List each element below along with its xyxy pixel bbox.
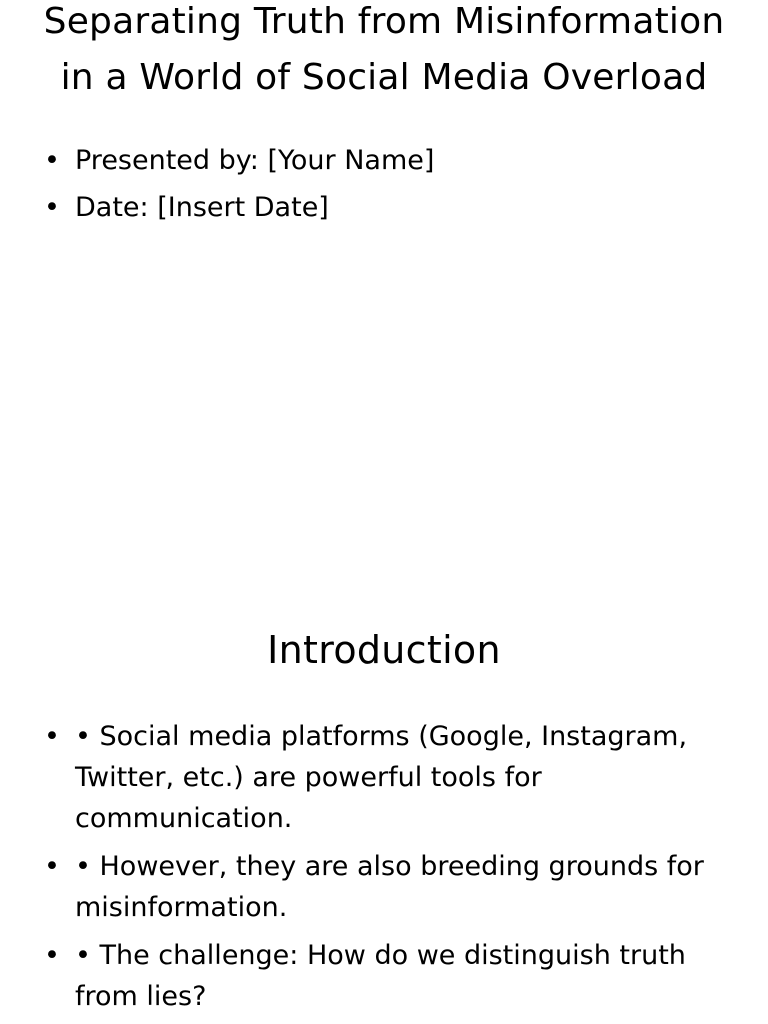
bullet-text-date: Date: [Insert Date] [75,192,329,223]
bullet-text-presenter: Presented by: [Your Name] [75,145,435,176]
bullet-icon: • [44,851,60,882]
bullet-text: • The challenge: How do we distinguish truth from lies? [75,940,686,1012]
list-item [44,846,734,928]
list-item [44,716,734,839]
slide-title-bullets [44,140,734,234]
list-item [44,935,734,1017]
bullet-icon: • [44,721,60,752]
slide-title-heading: Separating Truth from Misinformation in a World of Social Media Overload [43,1,725,98]
slide-introduction [0,576,768,1024]
list-item [44,140,734,181]
bullet-icon: • [44,940,60,971]
slide-introduction-bullets [44,716,734,1024]
list-item [44,187,734,228]
slide-introduction-heading: Introduction [267,628,501,672]
bullet-text: • Social media platforms (Google, Instagram, Twitter, etc.) are powerful tools for communication. [75,721,688,834]
bullet-icon: • [44,192,60,223]
bullet-text: • However, they are also breeding grounds for misinformation. [75,851,704,923]
bullet-icon: • [44,145,60,176]
